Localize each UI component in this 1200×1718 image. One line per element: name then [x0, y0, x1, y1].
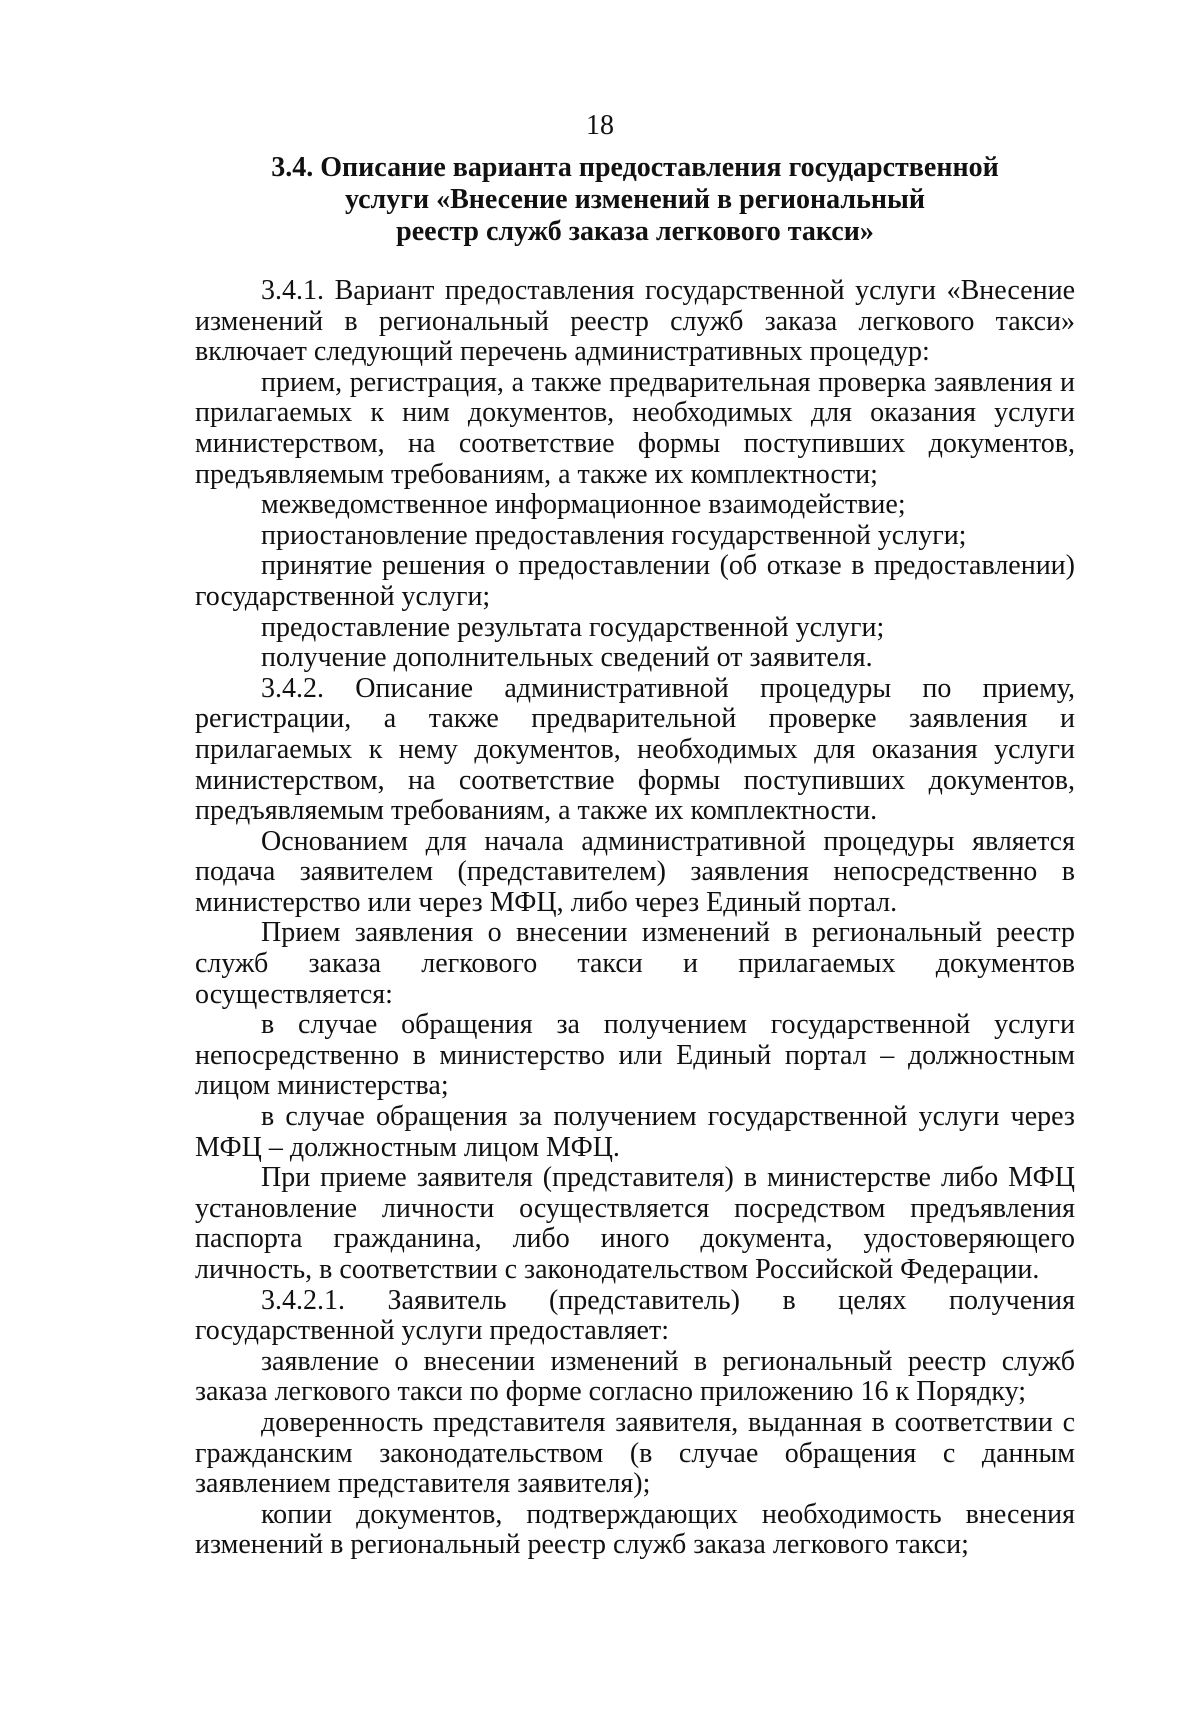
- list-item-document: заявление о внесении изменений в региональный реестр служб заказа легкового такси по форме согласно приложению 16 к Порядку;: [195, 1345, 1075, 1408]
- paragraph: При приеме заявителя (представителя) в министерстве либо МФЦ установление личности осуществляется посредством предъявления паспорта гражданина, либо иного документа, удостоверяющего личность, в соответствии с законодательством Российской Федерации.: [195, 1162, 1075, 1285]
- list-item-document: копии документов, подтверждающих необходимость внесения изменений в региональный реестр служб заказа легкового такси;: [195, 1498, 1075, 1561]
- paragraph-3-4-2: 3.4.2. Описание административной процедуры по приему, регистрации, а также предварительной проверке заявления и прилагаемых к нему документов, необходимых для оказания услуги министерством, на соответствие формы поступивших документов, предъявляемым требованиям, а также их комплектности.: [195, 672, 1075, 827]
- list-item-case: в случае обращения за получением государственной услуги непосредственно в министерство или Единый портал – должностным лицом министерства;: [195, 1009, 1075, 1102]
- paragraph: Основанием для начала административной процедуры является подача заявителем (представителем) заявления непосредственно в министерство или через МФЦ, либо через Единый портал.: [195, 825, 1075, 918]
- document-body: [195, 276, 1075, 1561]
- section-heading-line: 3.4. Описание варианта предоставления государственной: [271, 152, 999, 183]
- list-item-procedure: принятие решения о предоставлении (об отказе в предоставлении) государственной услуги;: [195, 550, 1075, 612]
- list-item-procedure: межведомственное информационное взаимодействие;: [261, 489, 906, 521]
- list-item-procedure: предоставление результата государственной услуги;: [261, 611, 885, 643]
- paragraph-3-4-1: 3.4.1. Вариант предоставления государственной услуги «Внесение изменений в региональный реестр служб заказа легкового такси» включает следующий перечень административных процедур:: [195, 275, 1075, 368]
- page-number: 18: [586, 110, 614, 141]
- paragraph: Прием заявления о внесении изменений в региональный реестр служб заказа легкового такси и прилагаемых документов осуществляется:: [195, 917, 1075, 1010]
- list-item-case: в случае обращения за получением государственной услуги через МФЦ – должностным лицом МФЦ.: [195, 1101, 1075, 1163]
- list-item-procedure: получение дополнительных сведений от заявителя.: [261, 642, 873, 674]
- list-item-procedure: приостановление предоставления государственной услуги;: [261, 519, 967, 551]
- section-heading: [195, 152, 1075, 248]
- list-item-document: доверенность представителя заявителя, выданная в соответствии с гражданским законодательством (в случае обращения с данным заявлением представителя заявителя);: [195, 1406, 1075, 1500]
- paragraph-3-4-2-1: 3.4.2.1. Заявитель (представитель) в целях получения государственной услуги предоставляет:: [195, 1284, 1075, 1347]
- section-heading-line: услуги «Внесение изменений в региональный: [344, 184, 926, 215]
- list-item-procedure: прием, регистрация, а также предварительная проверка заявления и прилагаемых к ним документов, необходимых для оказания услуги министерством, на соответствие формы поступивших документов, предъявляемым требованиям, а также их комплектности;: [195, 366, 1075, 490]
- section-heading-line: реестр служб заказа легкового такси»: [396, 216, 874, 247]
